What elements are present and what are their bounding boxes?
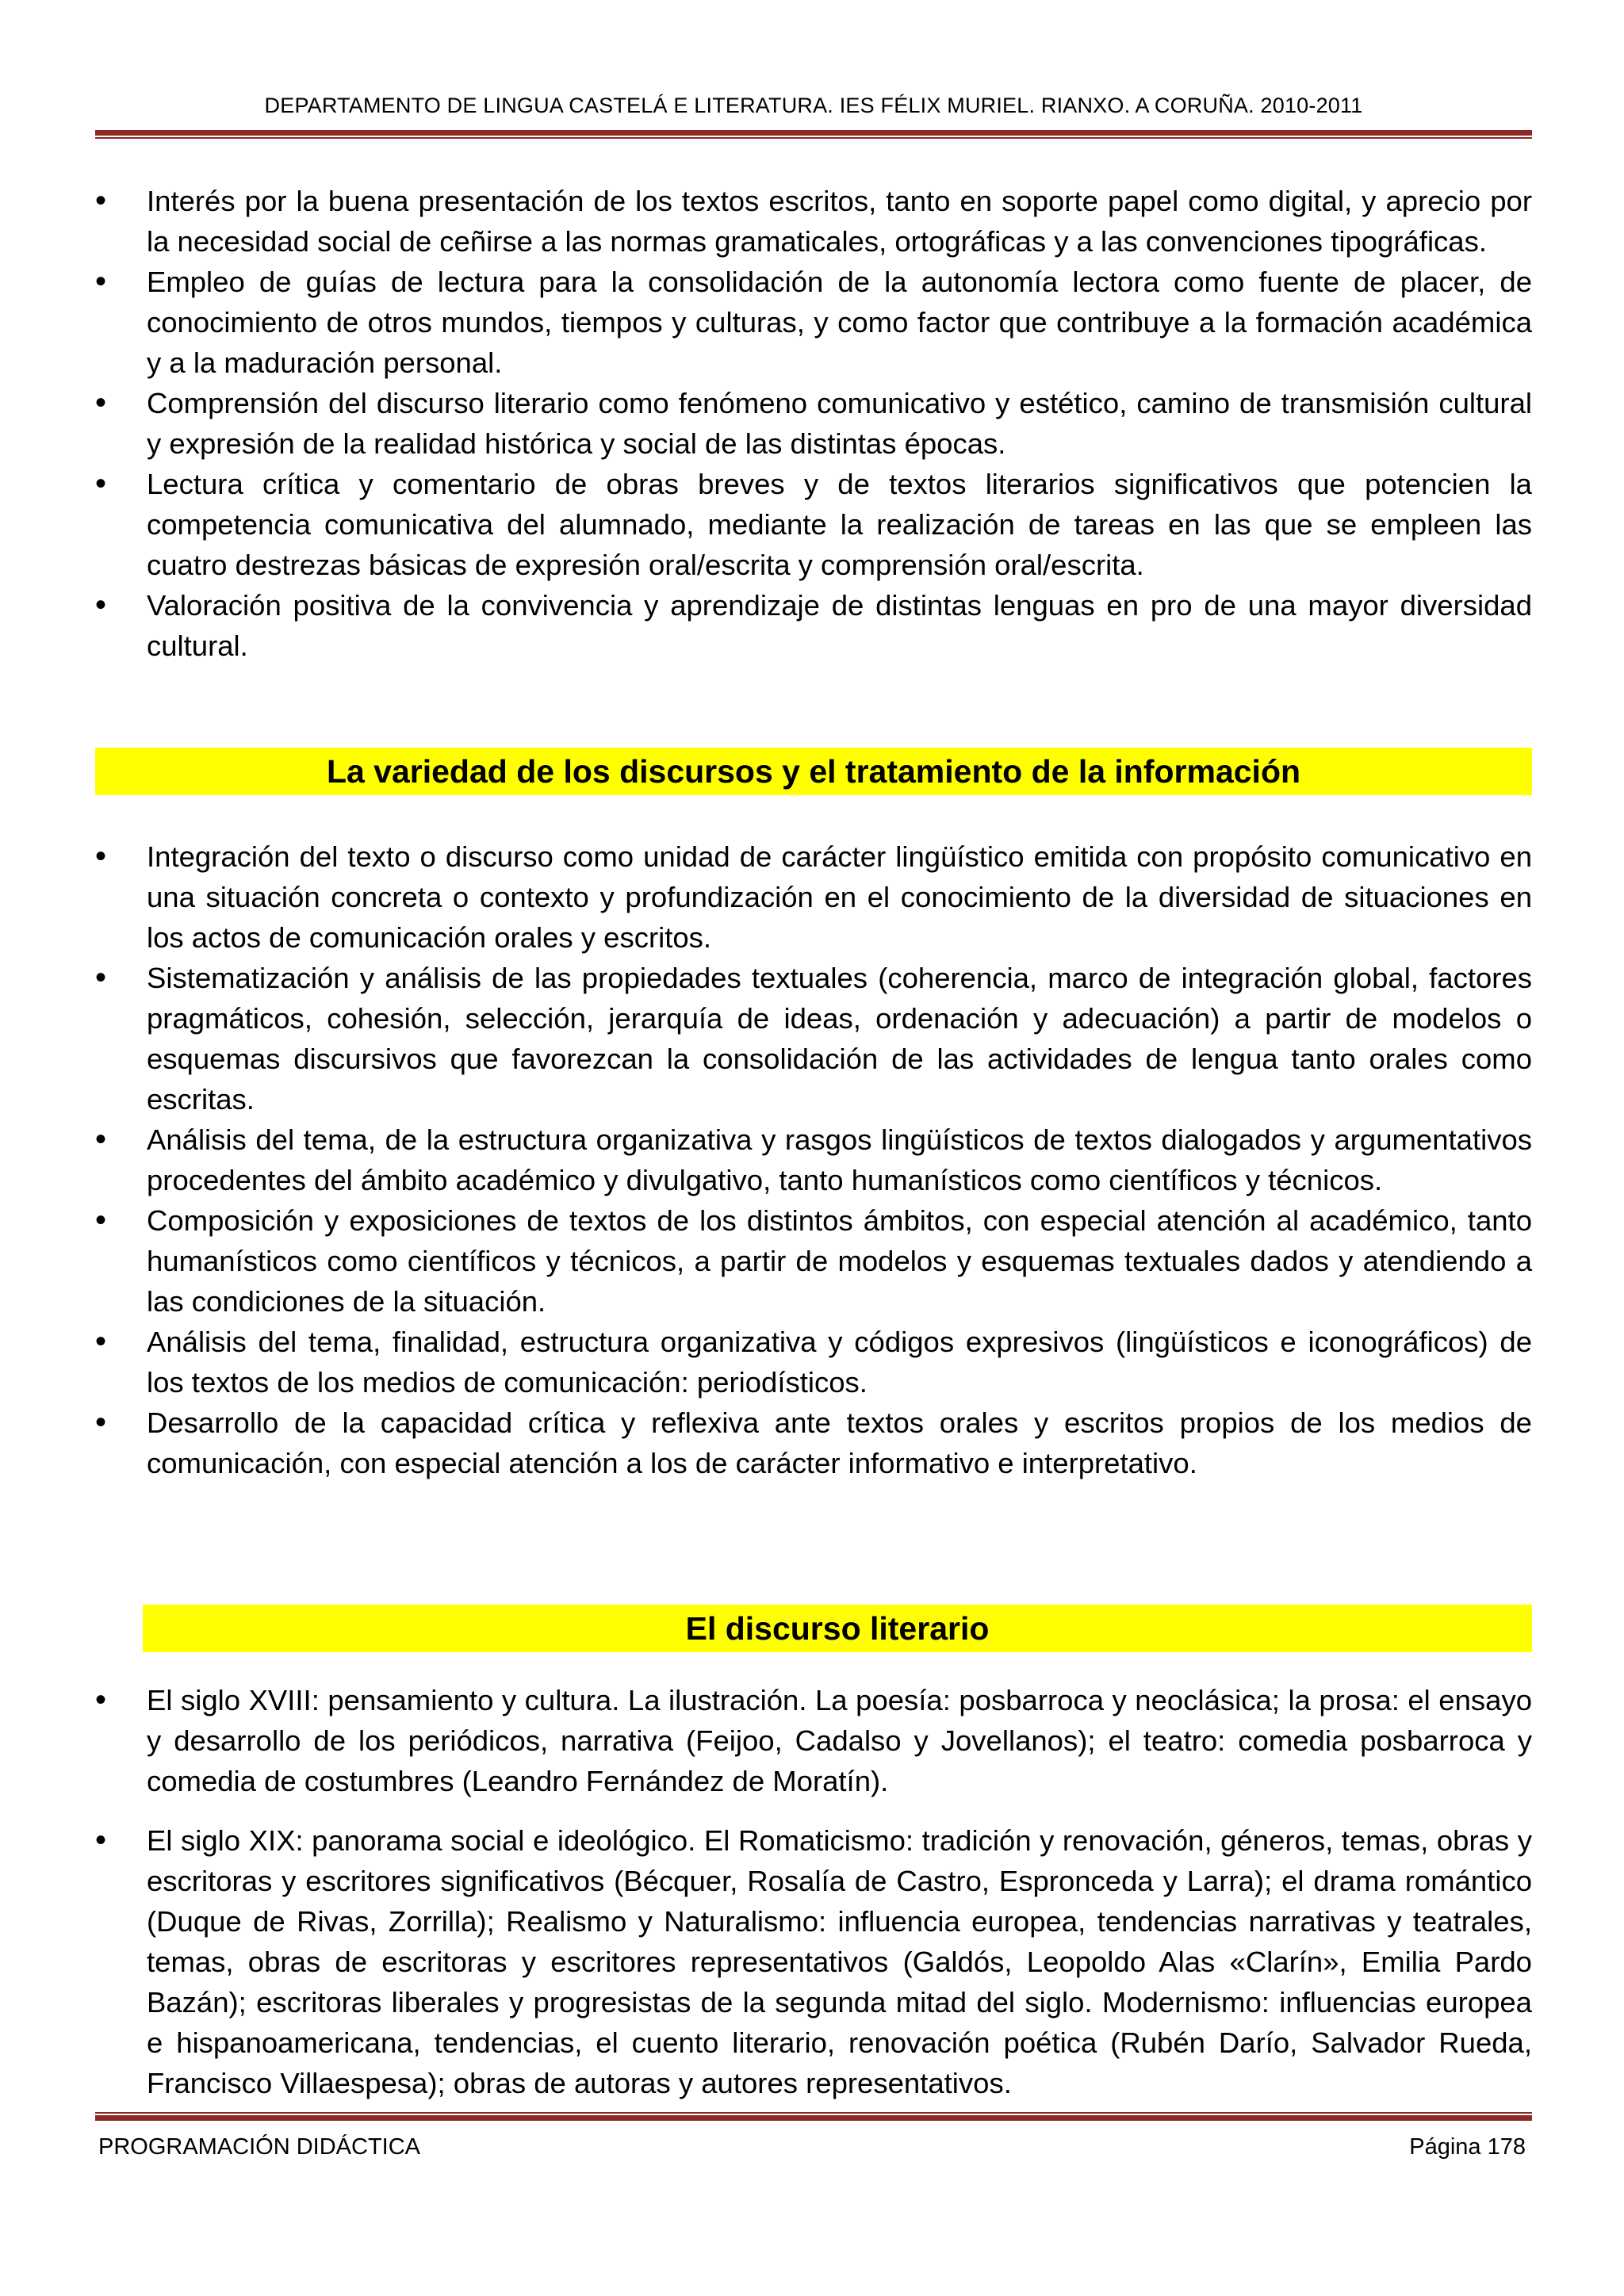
list-item: • Empleo de guías de lectura para la consolidación de la autonomía lectora como fuente de placer, de conocimiento de otros mundos, tiempos y culturas, y como factor que contribuye a la formación académica y a la maduración personal. bbox=[95, 262, 1532, 383]
list-item: • Comprensión del discurso literario como fenómeno comunicativo y estético, camino de transmisión cultural y expresión de la realidad histórica y social de las distintas épocas. bbox=[95, 383, 1532, 464]
section-title-variedad: La variedad de los discursos y el tratamiento de la información bbox=[95, 748, 1532, 795]
page-header: DEPARTAMENTO DE LINGUA CASTELÁ E LITERATURA. IES FÉLIX MURIEL. RIANXO. A CORUÑA. 2010-2011 bbox=[264, 94, 1363, 117]
header-rule bbox=[95, 130, 1532, 139]
list-item: • Análisis del tema, finalidad, estructura organizativa y códigos expresivos (lingüísticos e iconográficos) de los textos de los medios de comunicación: periodísticos. bbox=[95, 1322, 1532, 1402]
list-item: • Composición y exposiciones de textos de los distintos ámbitos, con especial atención al académico, tanto humanísticos como científicos y técnicos, a partir de modelos y esquemas textuales dados y atendiendo a las condiciones de la situación. bbox=[95, 1200, 1532, 1322]
list-item: • El siglo XIX: panorama social e ideológico. El Romaticismo: tradición y renovación, géneros, temas, obras y escritoras y escritores significativos (Bécquer, Rosalía de Castro, Espronceda y Larra); el drama romántico (Duque de Rivas, Zorrilla); Realismo y Naturalismo: influencia europea, tendencias narrativas y teatrales, temas, obras de escritoras y escritores representativos (Galdós, Leopoldo Alas «Clarín», Emilia Pardo Bazán); escritoras liberales y progresistas de la segunda mitad del siglo. Modernismo: influencias europea e hispanoamericana, tendencias, el cuento literario, renovación poética (Rubén Darío, Salvador Rueda, Francisco Villaespesa); obras de autoras y autores representativos. bbox=[95, 1820, 1532, 2103]
section-title-discurso-literario: El discurso literario bbox=[143, 1605, 1532, 1652]
list-item: • Sistematización y análisis de las propiedades textuales (coherencia, marco de integración global, factores pragmáticos, cohesión, selección, jerarquía de ideas, ordenación y adecuación) a partir de modelos o esquemas discursivos que favorezcan la consolidación de las actividades de lengua tanto orales como escritas. bbox=[95, 958, 1532, 1119]
bullet-list-2 bbox=[95, 836, 1532, 1483]
list-item: • Análisis del tema, de la estructura organizativa y rasgos lingüísticos de textos dialogados y argumentativos procedentes del ámbito académico y divulgativo, tanto humanísticos como científicos y técnicos. bbox=[95, 1119, 1532, 1200]
list-item: • El siglo XVIII: pensamiento y cultura. La ilustración. La poesía: posbarroca y neoclásica; la prosa: el ensayo y desarrollo de los periódicos, narrativa (Feijoo, Cadalso y Jovellanos); el teatro: comedia posbarroca y comedia de costumbres (Leandro Fernández de Moratín). bbox=[95, 1680, 1532, 1801]
page-number: Página 178 bbox=[1409, 2134, 1526, 2160]
list-item: • Desarrollo de la capacidad crítica y reflexiva ante textos orales y escritos propios de los medios de comunicación, con especial atención a los de carácter informativo e interpretativo. bbox=[95, 1402, 1532, 1483]
list-item: • Integración del texto o discurso como unidad de carácter lingüístico emitida con propósito comunicativo en una situación concreta o contexto y profundización en el conocimiento de la diversidad de situaciones en los actos de comunicación orales y escritos. bbox=[95, 836, 1532, 958]
list-item: • Valoración positiva de la convivencia y aprendizaje de distintas lenguas en pro de una mayor diversidad cultural. bbox=[95, 585, 1532, 666]
list-item: • Interés por la buena presentación de los textos escritos, tanto en soporte papel como digital, y aprecio por la necesidad social de ceñirse a las normas gramaticales, ortográficas y a las convenciones tipográficas. bbox=[95, 181, 1532, 262]
bullet-list-3 bbox=[95, 1680, 1532, 2103]
bullet-list-1 bbox=[95, 181, 1532, 666]
footer-title: PROGRAMACIÓN DIDÁCTICA bbox=[98, 2134, 421, 2160]
list-item: • Lectura crítica y comentario de obras breves y de textos literarios significativos que potencien la competencia comunicativa del alumnado, mediante la realización de tareas en las que se empleen las cuatro destrezas básicas de expresión oral/escrita y comprensión oral/escrita. bbox=[95, 464, 1532, 585]
footer-rule bbox=[95, 2112, 1532, 2121]
